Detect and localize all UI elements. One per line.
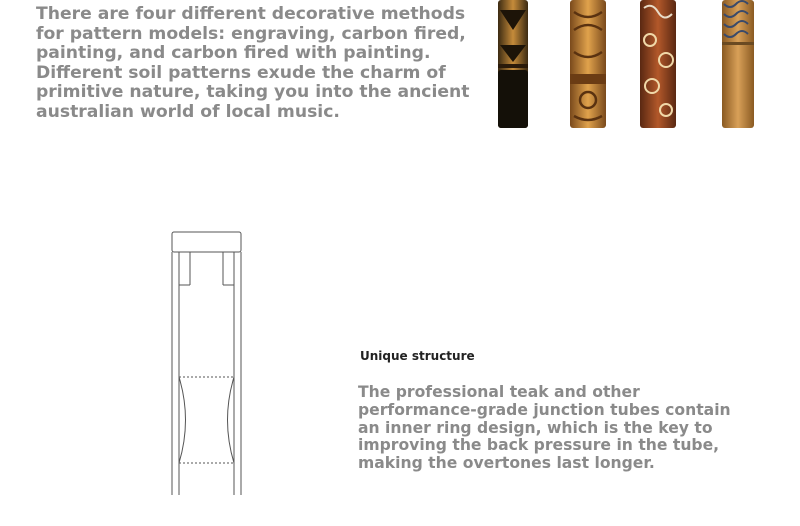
junction-tube-diagram [160, 225, 260, 500]
didgeridoo-samples-image [490, 0, 780, 130]
inner-ring-right [228, 377, 235, 463]
pipe-fired-painted [722, 0, 754, 128]
inner-ring-left [179, 377, 186, 463]
pipe-carbon-fired [570, 0, 606, 128]
tube-cap [172, 232, 241, 252]
pipe-engraved [498, 0, 528, 128]
unique-structure-title: Unique structure [360, 349, 475, 363]
decorative-methods-text: There are four different decorative methods for pattern models: engraving, carbon fired, painting, and carbon fired with painting. Different soil patterns exude the charm of primitive nature, taking you into the ancient australian world of local music. [36, 4, 470, 122]
unique-structure-text: The professional teak and other performance-grade junction tubes contain an inner ring design, which is the key to improving the back pressure in the tube, making the overtones last longer. [358, 383, 731, 473]
pipe-painted [640, 0, 676, 128]
